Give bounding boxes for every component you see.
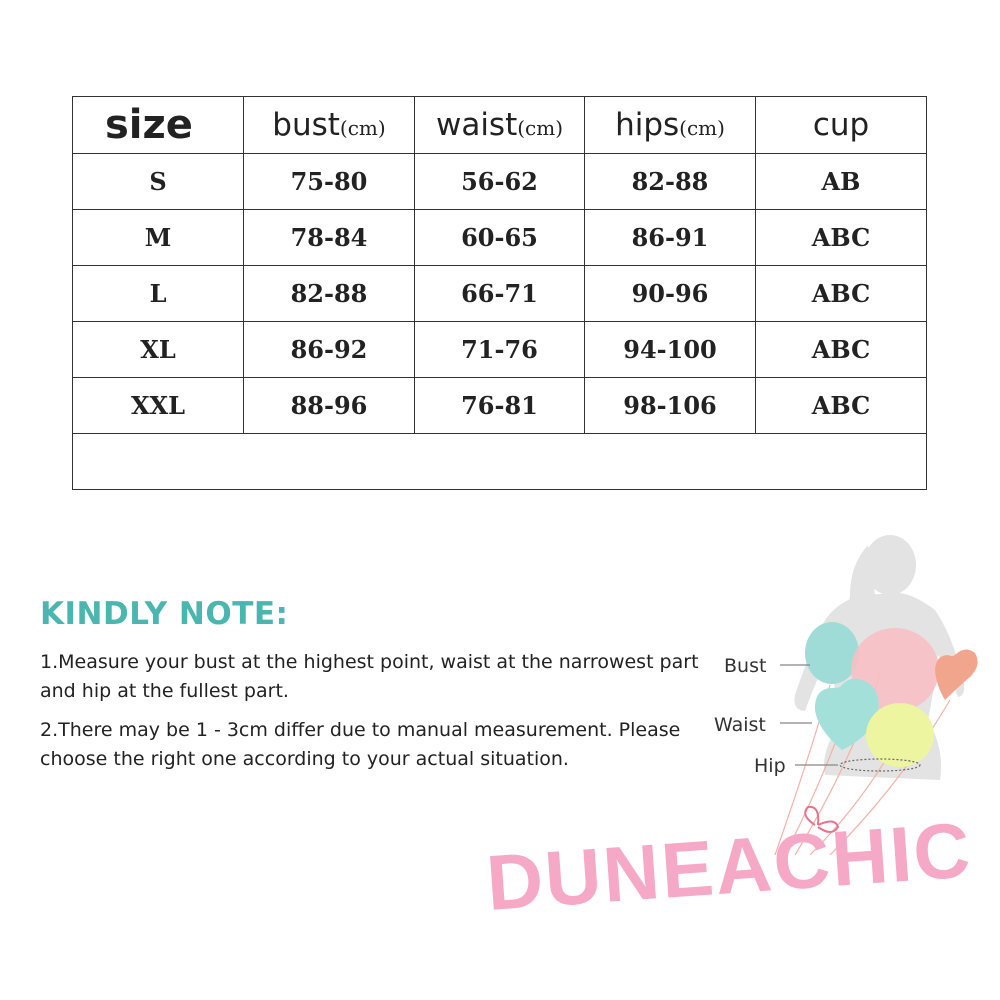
cell-cup: AB <box>756 154 927 210</box>
empty-cell <box>73 434 927 490</box>
brand-logo: DUNEACHIC <box>483 805 975 928</box>
cell-cup: ABC <box>756 210 927 266</box>
yellow-balloon-icon <box>866 703 934 767</box>
cell-cup: ABC <box>756 266 927 322</box>
cell-hips: 90-96 <box>585 266 756 322</box>
cell-hips: 86-91 <box>585 210 756 266</box>
cell-waist: 66-71 <box>415 266 585 322</box>
table-row <box>73 322 927 378</box>
cell-bust: 88-96 <box>244 378 415 434</box>
cell-bust: 78-84 <box>244 210 415 266</box>
cell-waist: 71-76 <box>415 322 585 378</box>
cyan-balloon-icon <box>805 622 859 684</box>
table-row <box>73 378 927 434</box>
table-row <box>73 210 927 266</box>
header-waist: waist(cm) <box>415 97 585 154</box>
cell-waist: 60-65 <box>415 210 585 266</box>
hip-label: Hip <box>754 755 786 777</box>
note-item-1: 1.Measure your bust at the highest point, waist at the narrowest part and hip at the fullest part. <box>40 651 699 702</box>
header-cup: cup <box>756 97 927 154</box>
cell-bust: 82-88 <box>244 266 415 322</box>
cell-waist: 76-81 <box>415 378 585 434</box>
cell-bust: 75-80 <box>244 154 415 210</box>
cell-size: XXL <box>73 378 244 434</box>
note-title: KINDLY NOTE: <box>40 596 289 632</box>
cell-hips: 98-106 <box>585 378 756 434</box>
table-row <box>73 154 927 210</box>
cell-bust: 86-92 <box>244 322 415 378</box>
cell-hips: 94-100 <box>585 322 756 378</box>
cell-cup: ABC <box>756 322 927 378</box>
bust-label: Bust <box>724 655 767 677</box>
header-bust: bust(cm) <box>244 97 415 154</box>
cell-size: M <box>73 210 244 266</box>
table-row <box>73 266 927 322</box>
table-empty-row <box>73 434 927 490</box>
size-chart-table <box>72 96 927 490</box>
cell-size: S <box>73 154 244 210</box>
waist-label: Waist <box>714 714 766 736</box>
header-size: size <box>73 97 244 154</box>
cell-cup: ABC <box>756 378 927 434</box>
header-hips: hips(cm) <box>585 97 756 154</box>
cell-waist: 56-62 <box>415 154 585 210</box>
table-header-row <box>73 97 927 154</box>
cell-size: XL <box>73 322 244 378</box>
cell-hips: 82-88 <box>585 154 756 210</box>
note-item-2: 2.There may be 1 - 3cm differ due to manual measurement. Please choose the right one according to your actual situation. <box>40 719 681 770</box>
cell-size: L <box>73 266 244 322</box>
